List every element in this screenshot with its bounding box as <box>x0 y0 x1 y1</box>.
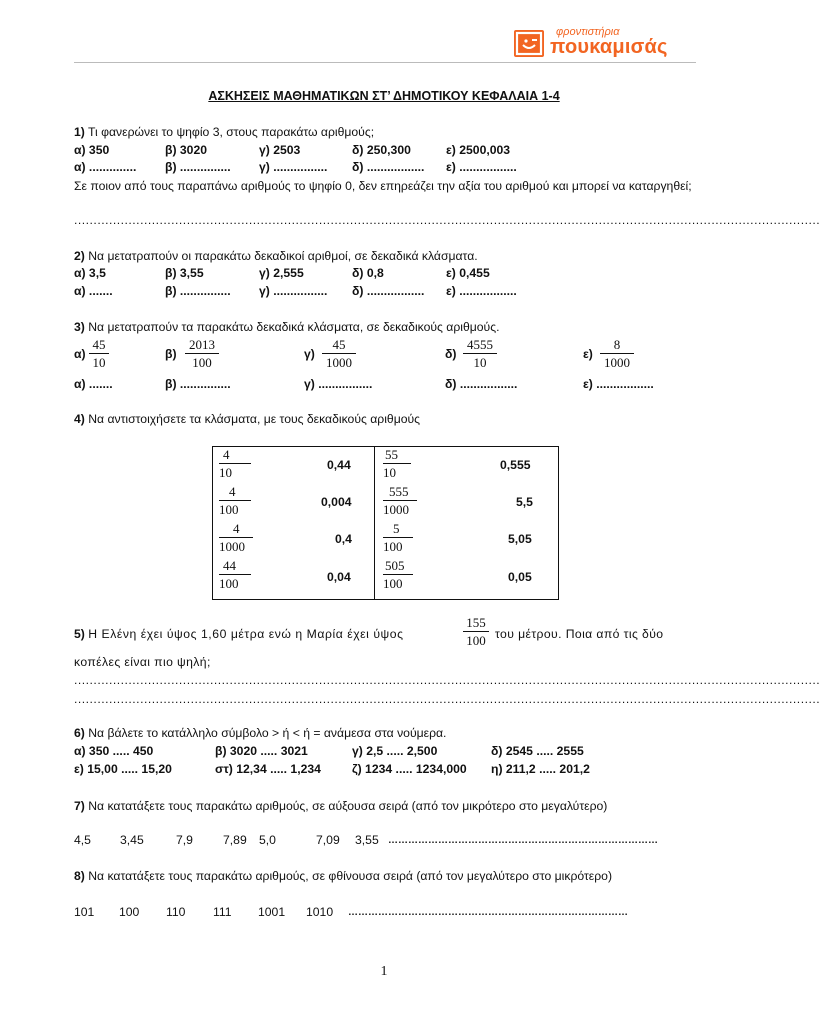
q1-answer-a: α) .............. <box>74 160 137 174</box>
q2-answer-b: β) ............... <box>165 284 231 298</box>
q2-answer-e: ε) ................. <box>446 284 517 298</box>
q5-answer-line-1: ................................................................................................................................................................................................ <box>74 673 820 687</box>
table-right-value-3: 5,05 <box>508 532 532 546</box>
q6-item-c: γ) 2,5 ..... 2,500 <box>352 744 438 758</box>
q4-prompt <box>74 412 420 426</box>
q7-number-7: 3,55 <box>355 833 379 847</box>
q3-answer-b: β) ............... <box>165 377 231 391</box>
q8-number-3: 110 <box>166 905 186 919</box>
q8-number: 8) <box>74 869 85 883</box>
q2-item-a: α) 3,5 <box>74 266 106 280</box>
q3-label-b: β) <box>165 347 177 361</box>
table-left-fraction-2: 4 100 <box>219 484 251 518</box>
q3-fraction-c: 45 1000 <box>322 337 356 371</box>
q3-number: 3) <box>74 320 85 334</box>
q3-label-d: δ) <box>445 347 457 361</box>
table-right-fraction-2: 555 1000 <box>383 484 417 518</box>
q2-item-b: β) 3,55 <box>165 266 204 280</box>
table-right-value-4: 0,05 <box>508 570 532 584</box>
q1-prompt <box>74 125 374 139</box>
q5-answer-line-2: ................................................................................................................................................................................................ <box>74 692 820 706</box>
q8-answer-line: ………………………………………………………………………… <box>348 907 628 918</box>
page-number: 1 <box>380 964 388 979</box>
logo-smile-icon <box>514 30 544 57</box>
q5-number: 5) <box>74 627 85 641</box>
table-left-value-2: 0,004 <box>321 495 352 509</box>
q6-item-z: ζ) 1234 ..... 1234,000 <box>352 762 467 776</box>
q7-text: Να κατατάξετε τους παρακάτω αριθμούς, σε αύξουσα σειρά (από τον μικρότερο στο μεγαλύτερο) <box>88 799 608 813</box>
q3-label-a: α) <box>74 347 86 361</box>
q8-number-1: 101 <box>74 905 95 919</box>
q3-answer-a: α) ....... <box>74 377 113 391</box>
q3-answer-d: δ) ................. <box>445 377 518 391</box>
q3-text: Να μετατραπούν τα παρακάτω δεκαδικά κλάσματα, σε δεκαδικούς αριθμούς. <box>88 320 500 334</box>
q1-item-c: γ) 2503 <box>259 143 301 157</box>
table-left-value-4: 0,04 <box>327 570 351 584</box>
q2-answer-a: α) ....... <box>74 284 113 298</box>
q3-answer-c: γ) ................ <box>304 377 373 391</box>
q4-number: 4) <box>74 412 85 426</box>
table-right-value-1: 0,555 <box>500 458 531 472</box>
q8-number-2: 100 <box>119 905 140 919</box>
q3-fraction-a: 45 10 <box>89 337 109 371</box>
q8-number-6: 1010 <box>306 905 334 919</box>
q2-item-d: δ) 0,8 <box>352 266 384 280</box>
q6-text: Να βάλετε το κατάλληλο σύμβολο > ή < ή = ανάμεσα στα νούμερα. <box>88 726 447 740</box>
q2-text: Να μετατραπούν οι παρακάτω δεκαδικοί αριθμοί, σε δεκαδικά κλάσματα. <box>88 249 478 263</box>
q6-item-b: β) 3020 ..... 3021 <box>215 744 308 758</box>
q2-number: 2) <box>74 249 85 263</box>
q2-item-e: ε) 0,455 <box>446 266 490 280</box>
q6-item-a: α) 350 ..... 450 <box>74 744 154 758</box>
q2-answer-c: γ) ................ <box>259 284 328 298</box>
q6-item-st: στ) 12,34 ..... 1,234 <box>215 762 321 776</box>
q3-fraction-d: 4555 10 <box>463 337 497 371</box>
q5-text-a: Η Ελένη έχει ύψος 1,60 μέτρα ενώ η Μαρία έχει ύψος <box>88 627 404 641</box>
q6-item-e: ε) 15,00 ..... 15,20 <box>74 762 172 776</box>
page-title: ΑΣΚΗΣΕΙΣ ΜΑΘΗΜΑΤΙΚΩΝ ΣΤ’ ΔΗΜΟΤΙΚΟΥ ΚΕΦΑΛΑΙΑ 1-4 <box>208 89 560 103</box>
q2-item-c: γ) 2,555 <box>259 266 304 280</box>
table-right-fraction-3: 5 100 <box>383 521 413 555</box>
brand-logo <box>514 27 696 57</box>
q3-prompt <box>74 320 499 334</box>
q1-text: Τι φανερώνει το ψηφίο 3, στους παρακάτω αριθμούς; <box>88 125 375 139</box>
q6-item-d: δ) 2545 ..... 2555 <box>491 744 584 758</box>
q5-fraction: 155 100 <box>463 615 489 649</box>
q6-prompt <box>74 726 446 740</box>
q8-number-4: 111 <box>213 905 232 919</box>
q1-item-a: α) 350 <box>74 143 110 157</box>
q1-followup: Σε ποιον από τους παραπάνω αριθμούς το ψηφίο 0, δεν επηρεάζει την αξία του αριθμού και μπορεί να καταργηθεί; <box>74 179 692 193</box>
q7-number-6: 7,09 <box>316 833 340 847</box>
q7-number-3: 7,9 <box>176 833 193 847</box>
table-right-fraction-1: 55 10 <box>383 447 411 481</box>
q7-number-2: 3,45 <box>120 833 144 847</box>
q2-answer-d: δ) ................. <box>352 284 425 298</box>
header-rule <box>74 62 696 63</box>
q8-prompt <box>74 867 696 886</box>
q5-text-c: κοπέλες είναι πιο ψηλή; <box>74 655 211 669</box>
q7-answer-line: ……………………………………………………………………… <box>388 835 658 846</box>
table-right-fraction-4: 505 100 <box>383 558 413 592</box>
q5-prompt <box>74 627 404 641</box>
q4-text: Να αντιστοιχήσετε τα κλάσματα, με τους δεκαδικούς αριθμούς <box>88 412 421 426</box>
q2-prompt <box>74 249 478 263</box>
q7-number: 7) <box>74 799 85 813</box>
q1-answer-line: ................................................................................................................................................................................................ <box>74 213 820 227</box>
q8-text: Να κατατάξετε τους παρακάτω αριθμούς, σε φθίνουσα σειρά (από τον μεγαλύτερο στο μικρότερο) <box>88 869 613 883</box>
q7-number-4: 7,89 <box>223 833 247 847</box>
q3-fraction-b: 2013 100 <box>185 337 219 371</box>
q1-answer-e: ε) ................. <box>446 160 517 174</box>
table-divider <box>374 447 375 599</box>
q1-answer-d: δ) ................. <box>352 160 425 174</box>
table-left-fraction-1: 4 10 <box>219 447 251 481</box>
table-left-value-1: 0,44 <box>327 458 351 472</box>
q1-item-e: ε) 2500,003 <box>446 143 511 157</box>
q7-prompt <box>74 797 696 816</box>
q1-item-d: δ) 250,300 <box>352 143 411 157</box>
q8-number-5: 1001 <box>258 905 286 919</box>
logo-brand-name: πουκαμισάς <box>550 36 668 58</box>
logo-tagline: φροντιστήρια <box>556 26 620 38</box>
matching-table <box>212 446 559 600</box>
q6-item-h: η) 211,2 ..... 201,2 <box>491 762 590 776</box>
q7-number-1: 4,5 <box>74 833 91 847</box>
q3-label-e: ε) <box>583 347 593 361</box>
table-left-value-3: 0,4 <box>335 532 352 546</box>
q3-fraction-e: 8 1000 <box>600 337 634 371</box>
table-right-value-2: 5,5 <box>516 495 533 509</box>
q6-number: 6) <box>74 726 85 740</box>
q1-answer-c: γ) ................ <box>259 160 328 174</box>
table-left-fraction-4: 44 100 <box>219 558 251 592</box>
table-left-fraction-3: 4 1000 <box>219 521 253 555</box>
q5-text-b: του μέτρου. Ποια από τις δύο <box>495 627 664 641</box>
q1-answer-b: β) ............... <box>165 160 231 174</box>
q3-answer-e: ε) ................. <box>583 377 654 391</box>
q3-label-c: γ) <box>304 347 315 361</box>
q7-number-5: 5,0 <box>259 833 276 847</box>
q1-number: 1) <box>74 125 85 139</box>
q1-item-b: β) 3020 <box>165 143 207 157</box>
